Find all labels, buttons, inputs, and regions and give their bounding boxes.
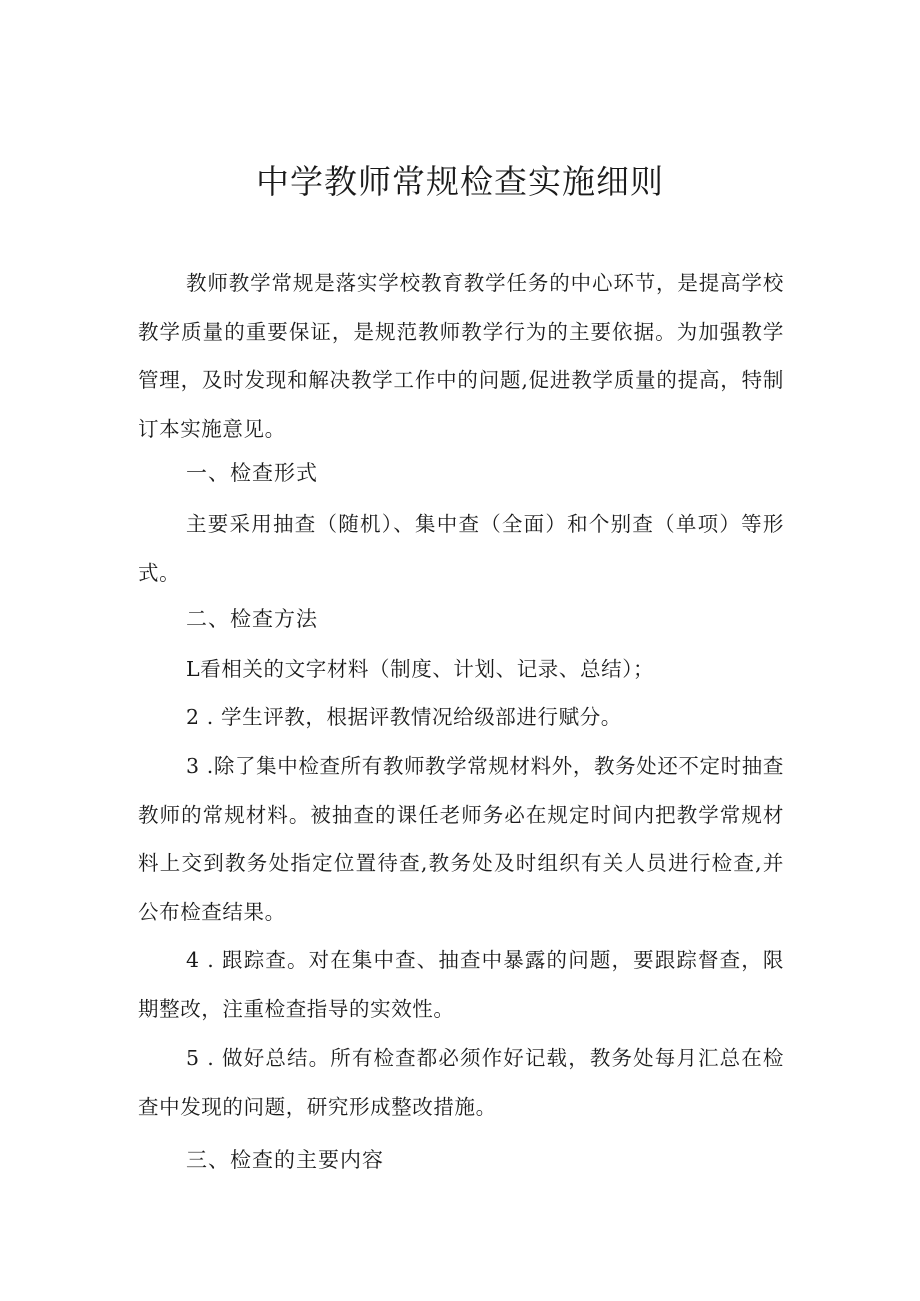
section-heading-inspection-method: 二、检查方法 xyxy=(186,607,318,631)
document-title: 中学教师常规检查实施细则 xyxy=(256,162,664,201)
method-item-5: 5 . 做好总结。所有检查都必须作好记载，教务处每月汇总在检查中发现的问题，研究形成整改措施。 xyxy=(138,1046,784,1119)
intro-paragraph: 教师教学常规是落实学校教育教学任务的中心环节，是提高学校教学质量的重要保证，是规范教师教学行为的主要依据。为加强教学管理，及时发现和解决教学工作中的问题,促进教学质量的提高，特制订本实施意见。 xyxy=(138,271,784,441)
method-item-2: 2 . 学生评教，根据评教情况给级部进行赋分。 xyxy=(186,705,622,729)
method-item-3: 3 .除了集中检查所有教师教学常规材料外，教务处还不定时抽查教师的常规材料。被抽查的课任老师务必在规定时间内把教学常规材料上交到教务处指定位置待查,教务处及时组织有关人员进行检查,并公布检查结果。 xyxy=(138,754,784,924)
section-heading-main-content: 三、检查的主要内容 xyxy=(186,1148,384,1172)
method-item-1: L看相关的文字材料（制度、计划、记录、总结）； xyxy=(186,657,655,681)
method-item-4: 4 . 跟踪查。对在集中查、抽查中暴露的问题，要跟踪督查，限期整改，注重检查指导的实效性。 xyxy=(138,948,784,1021)
section-1-paragraph: 主要采用抽查（随机）、集中查（全面）和个别查（单项）等形式。 xyxy=(138,512,784,585)
section-heading-inspection-form: 一、检查形式 xyxy=(186,461,318,485)
